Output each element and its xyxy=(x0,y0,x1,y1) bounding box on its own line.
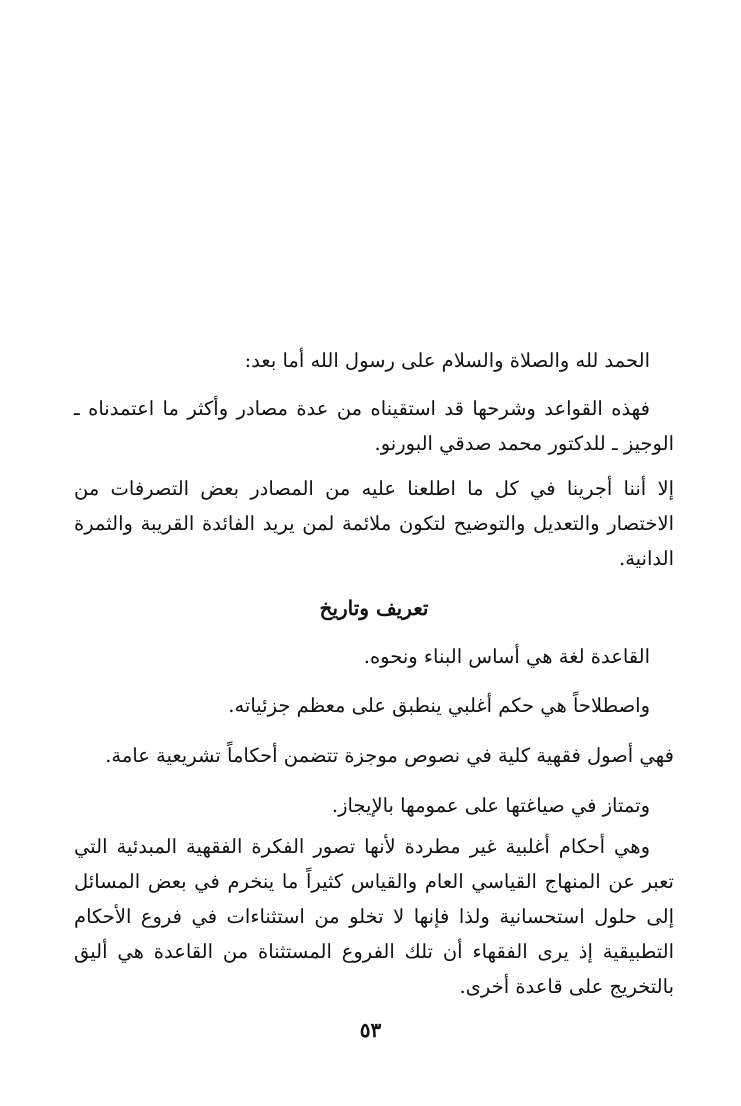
definition-text xyxy=(74,639,674,1004)
methodology-paragraph: إلا أننا أجرينا في كل ما اطلعنا عليه من المصادر بعض التصرفات من الاختصار والتعديل والتوضيح لتكون ملائمة لمن يريد الفائدة القريبة والثمرة الدانية. xyxy=(74,477,674,570)
intro-text xyxy=(74,343,674,576)
opening-praise: الحمد لله والصلاة والسلام على رسول الله أما بعد: xyxy=(244,349,650,372)
exceptions-paragraph: وهي أحكام أغلبية غير مطردة لأنها تصور الفكرة الفقهية المبدئية التي تعبر عن المنهاج القياسي العام والقياس كثيراً ما ينخرم في بعض المسائل إلى حلول استحسانية ولذا فإنها لا تخلو من استثناءات في فروع الأحكام التطبيقية إذ يرى الفقهاء أن تلك الفروع المستثناة من القاعدة هي أليق بالتخريج على قاعدة أخرى. xyxy=(74,835,674,998)
sources-paragraph: فهذه القواعد وشرحها قد استقيناه من عدة مصادر وأكثر ما اعتمدناه ـ الوجيز ـ للدكتور محمد صدقي البورنو. xyxy=(74,397,674,455)
page-number: ٥٣ xyxy=(359,1018,382,1042)
fiqh-principles: فهي أصول فقهية كلية في نصوص موجزة تتضمن أحكاماً تشريعية عامة. xyxy=(105,744,674,767)
linguistic-definition: القاعدة لغة هي أساس البناء ونحوه. xyxy=(363,645,650,668)
technical-definition: واصطلاحاً هي حكم أغلبي ينطبق على معظم جزئياته. xyxy=(228,694,650,717)
section-heading: تعريف وتاريخ xyxy=(319,596,429,620)
conciseness-note: وتمتاز في صياغتها على عمومها بالإيجاز. xyxy=(331,794,650,817)
